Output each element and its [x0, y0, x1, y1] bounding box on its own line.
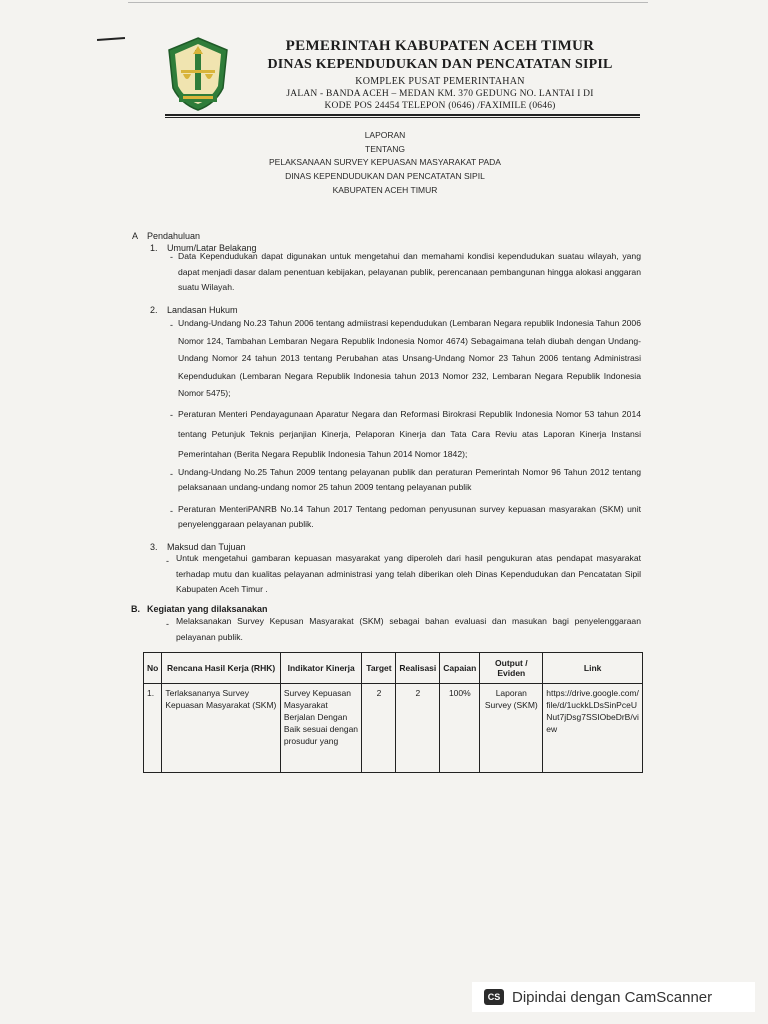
report-title-4: DINAS KEPENDUDUKAN DAN PENCATATAN SIPIL	[285, 171, 485, 181]
section-b-label: B.	[131, 604, 140, 614]
table-cell-link[interactable]: https://drive.google.com/file/d/1uckkLDsSinPceUNut7jDsg7SSIObeDrB/view	[543, 684, 643, 773]
header-agency-name: DINAS KEPENDUDUKAN DAN PENCATATAN SIPIL	[267, 57, 613, 72]
legal-basis-item-4: Peraturan MenteriPANRB No.14 Tahun 2017 Tentang pedoman penyusunan survey kepuasan masyarakan (SKM) unit penyelenggaraan pelayanan publik.	[178, 504, 641, 529]
column-header: Realisasi	[396, 653, 440, 684]
legal-basis-item-1: Undang-Undang No.23 Tahun 2006 tentang admiistrasi kependudukan (Lembaran Negara republik Indonesia Tahun 2006 Nomor 124, Tambahan Lembaran Negara Republik Indonesia Nomor 4674) Sebagaimana telah diubah dengan Undang-Undang Nomor 24 tahun 2013 tentang Perubahan atas Unsang-Undang Nomor 23 Tahun 2006 tentang Administrasi Kependudukan (Lembaran Negara Republik Indonesia tahun 2013 Nomor 232, Lembaran Negara Republik Indonesia Nomor 5475);	[178, 318, 641, 398]
legal-basis-item-2: Peraturan Menteri Pendayagunaan Aparatur Negara dan Reformasi Birokrasi Republik Indonesia Nomor 53 tahun 2014 tentang Petunjuk Teknis perjanjian Kinerja, Pelaporan Kinerja dan Tata Cara Reviu atas Laporan Kinerja Instansi Pemerintahan (Berita Negara Republik Indonesia Tahun 2014 Nomor 1842);	[178, 409, 641, 459]
subsection-3-number: 3.	[150, 542, 158, 552]
bullet-dash: -	[170, 320, 173, 330]
header-complex: KOMPLEK PUSAT PEMERINTAHAN	[355, 76, 525, 87]
header-contact: KODE POS 24454 TELEPON (0646) /FAXIMILE (0646)	[324, 101, 556, 111]
table-cell-no: 1.	[144, 684, 162, 773]
table-cell-indicator: Survey Kepuasan Masyarakat Berjalan Dengan Baik sesuai dengan prosudur yang	[280, 684, 362, 773]
table-cell-realisasi: 2	[396, 684, 440, 773]
report-title-1: LAPORAN	[364, 130, 406, 140]
column-header: Target	[362, 653, 396, 684]
report-title-3: PELAKSANAAN SURVEY KEPUASAN MASYARAKAT PADA	[269, 157, 501, 167]
header-rule-thin	[165, 117, 640, 118]
table-row	[144, 684, 643, 773]
camscanner-text: Dipindai dengan CamScanner	[512, 988, 713, 1006]
report-title-2: TENTANG	[365, 144, 405, 154]
performance-table	[143, 652, 643, 773]
legal-basis-item-3: Undang-Undang No.25 Tahun 2009 tentang pelayanan publik dan peraturan Pemerintah Nomor 96 Tahun 2012 tentang pelaksanaan undang-undang nomor 25 tahun 2009 tentang pelayanan publik	[178, 467, 641, 492]
header-gov-name: PEMERINTAH KABUPATEN ACEH TIMUR	[285, 38, 595, 54]
camscanner-logo-icon: CS	[484, 989, 504, 1005]
purpose-paragraph: Untuk mengetahui gambaran kepuasan masyarakat yang diperoleh dari hasil pengukuran atas pendapat masyarakat terhadap mutu dan kualitas pelayanan administrasi yang telah diberikan oleh Dinas Kependudukan dan Pencatatan Sipil Kabupaten Aceh Timur .	[176, 553, 641, 594]
bullet-dash: -	[170, 410, 173, 420]
table-header-row	[144, 653, 643, 684]
camscanner-watermark	[472, 982, 755, 1012]
subsection-1-heading: Umum/Latar Belakang	[167, 243, 257, 253]
column-header: Link	[543, 653, 643, 684]
top-scan-line	[128, 2, 648, 3]
bullet-dash: -	[170, 252, 173, 262]
aceh-timur-emblem-icon	[165, 36, 231, 112]
subsection-3-heading: Maksud dan Tujuan	[167, 542, 246, 552]
section-a-heading: Pendahuluan	[147, 231, 201, 241]
background-paragraph: Data Kependudukan dapat digunakan untuk mengetahui dan memahami kondisi kependudukan suatau wilayah, yang dapat menjadi dasar dalam penentuan kebijakan, pelayanan publik, perencanaan pembangunan hingga alokasi anggaran suatu Wilayah.	[178, 251, 641, 292]
activity-paragraph: Melaksanakan Survey Kepusan Masyarakat (SKM) sebagai bahan evaluasi dan masukan bagi penyelenggaraan pelayanan publik.	[176, 616, 641, 642]
report-title-5: KABUPATEN ACEH TIMUR	[332, 185, 438, 195]
table-cell-rhk: Terlaksananya Survey Kepuasan Masyarakat (SKM)	[162, 684, 281, 773]
column-header: Indikator Kinerja	[280, 653, 362, 684]
column-header: Capaian	[440, 653, 480, 684]
table-cell-capaian: 100%	[440, 684, 480, 773]
section-a-label: A	[132, 231, 139, 241]
bullet-dash: -	[170, 506, 173, 516]
pen-mark	[97, 37, 125, 41]
table-cell-output: Laporan Survey (SKM)	[480, 684, 543, 773]
column-header: Output / Eviden	[480, 653, 543, 684]
subsection-2-heading: Landasan Hukum	[167, 305, 238, 315]
subsection-2-number: 2.	[150, 305, 158, 315]
header-rule-thick	[165, 114, 640, 116]
table-cell-target: 2	[362, 684, 396, 773]
column-header: No	[144, 653, 162, 684]
bullet-dash: -	[166, 556, 169, 566]
section-b-heading: Kegiatan yang dilaksanakan	[147, 604, 268, 614]
subsection-1-number: 1.	[150, 243, 158, 253]
column-header: Rencana Hasil Kerja (RHK)	[162, 653, 281, 684]
header-address: JALAN - BANDA ACEH – MEDAN KM. 370 GEDUNG NO. LANTAI I DI	[286, 89, 594, 99]
bullet-dash: -	[166, 619, 169, 629]
bullet-dash: -	[170, 469, 173, 479]
